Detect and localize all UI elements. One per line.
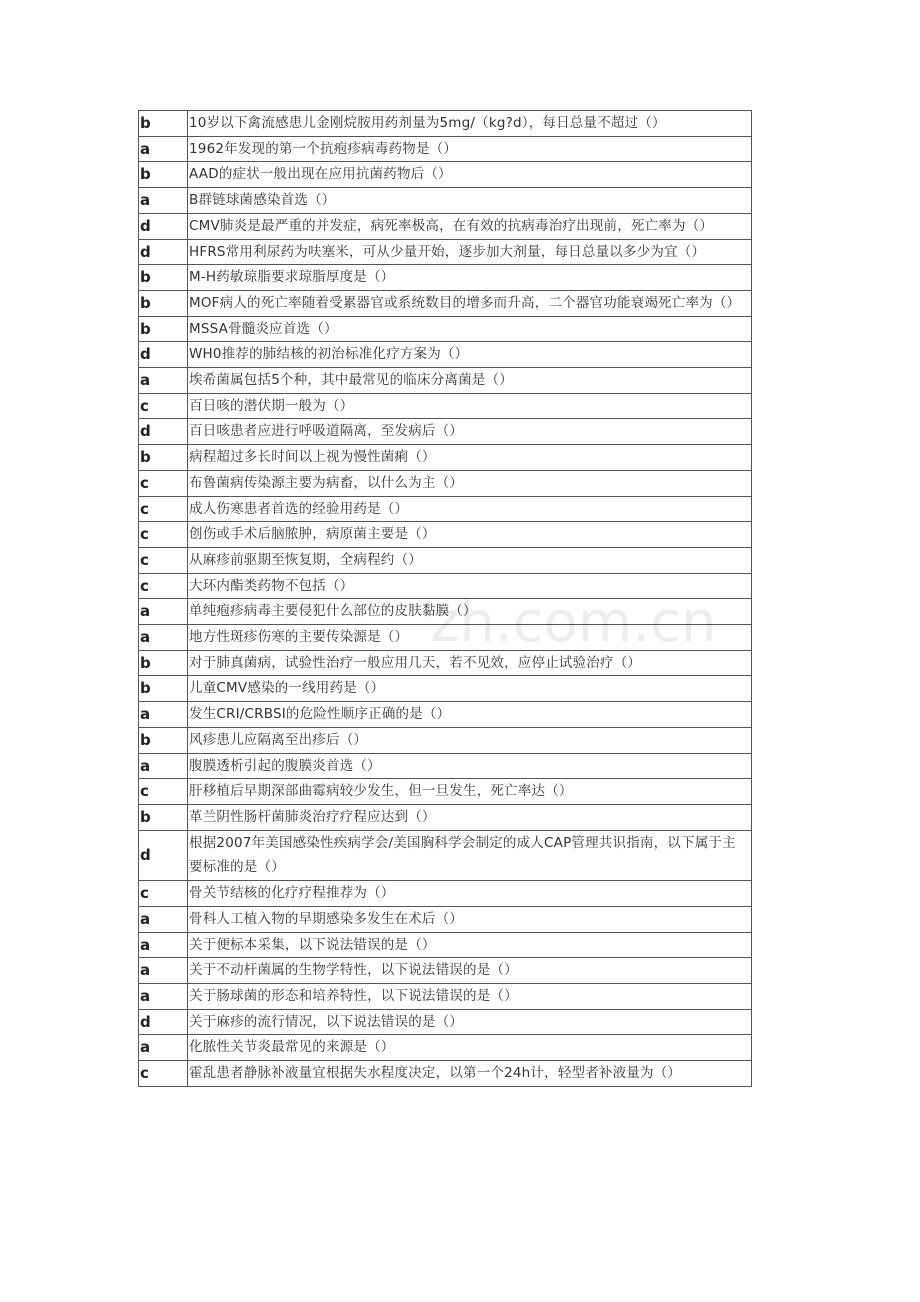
answer-cell: a <box>139 625 188 651</box>
question-cell: 关于不动杆菌属的生物学特性，以下说法错误的是（） <box>188 958 752 984</box>
table-row <box>139 162 752 188</box>
question-cell: 关于麻疹的流行情况，以下说法错误的是（） <box>188 1009 752 1035</box>
question-cell: 革兰阴性肠杆菌肺炎治疗疗程应达到（） <box>188 804 752 830</box>
table-row <box>139 753 752 779</box>
table-row <box>139 779 752 805</box>
answer-cell: a <box>139 188 188 214</box>
table-row <box>139 958 752 984</box>
table-row <box>139 470 752 496</box>
table-row <box>139 650 752 676</box>
question-cell: 化脓性关节炎最常见的来源是（） <box>188 1035 752 1061</box>
question-cell: 骨科人工植入物的早期感染多发生在术后（） <box>188 906 752 932</box>
table-row <box>139 522 752 548</box>
question-cell: 布鲁菌病传染源主要为病畜，以什么为主（） <box>188 470 752 496</box>
answer-cell: d <box>139 342 188 368</box>
question-cell: 从麻疹前驱期至恢复期，全病程约（） <box>188 547 752 573</box>
table-row <box>139 573 752 599</box>
answer-cell: a <box>139 368 188 394</box>
table-row <box>139 906 752 932</box>
question-cell: HFRS常用利尿药为呋塞米，可从少量开始，逐步加大剂量，每日总量以多少为宜（） <box>188 239 752 265</box>
question-cell: AAD的症状一般出现在应用抗菌药物后（） <box>188 162 752 188</box>
answer-cell: b <box>139 290 188 316</box>
table-row <box>139 445 752 471</box>
answer-cell: b <box>139 650 188 676</box>
table-row <box>139 702 752 728</box>
table-row <box>139 625 752 651</box>
answer-cell: c <box>139 522 188 548</box>
answer-cell: c <box>139 881 188 907</box>
table-row <box>139 599 752 625</box>
question-cell: 发生CRI/CRBSI的危险性顺序正确的是（） <box>188 702 752 728</box>
answer-cell: a <box>139 983 188 1009</box>
table-row <box>139 239 752 265</box>
question-cell: B群链球菌感染首选（） <box>188 188 752 214</box>
table-row <box>139 265 752 291</box>
question-cell: 病程超过多长时间以上视为慢性菌痢（） <box>188 445 752 471</box>
answer-cell: b <box>139 111 188 137</box>
answer-cell: a <box>139 1035 188 1061</box>
table-row <box>139 804 752 830</box>
question-cell: 创伤或手术后脑脓肿，病原菌主要是（） <box>188 522 752 548</box>
question-cell: 百日咳的潜伏期一般为（） <box>188 393 752 419</box>
table-row <box>139 1061 752 1087</box>
question-cell: 根据2007年美国感染性疾病学会/美国胸科学会制定的成人CAP管理共识指南，以下属于主要标准的是（） <box>188 830 752 880</box>
table-row <box>139 1009 752 1035</box>
answer-cell: b <box>139 316 188 342</box>
table-row <box>139 316 752 342</box>
question-cell: 儿童CMV感染的一线用药是（） <box>188 676 752 702</box>
question-cell: 风疹患儿应隔离至出疹后（） <box>188 727 752 753</box>
answer-cell: d <box>139 239 188 265</box>
table-row <box>139 676 752 702</box>
answer-cell: c <box>139 470 188 496</box>
answer-table-body <box>139 111 752 1087</box>
question-cell: 关于便标本采集，以下说法错误的是（） <box>188 932 752 958</box>
answer-cell: a <box>139 136 188 162</box>
question-cell: 骨关节结核的化疗疗程推荐为（） <box>188 881 752 907</box>
question-cell: 地方性斑疹伤寒的主要传染源是（） <box>188 625 752 651</box>
table-row <box>139 881 752 907</box>
question-cell: CMV肺炎是最严重的并发症，病死率极高，在有效的抗病毒治疗出现前，死亡率为（） <box>188 213 752 239</box>
table-row <box>139 727 752 753</box>
table-row <box>139 368 752 394</box>
answer-cell: c <box>139 779 188 805</box>
table-row <box>139 1035 752 1061</box>
question-cell: MSSA骨髓炎应首选（） <box>188 316 752 342</box>
table-row <box>139 419 752 445</box>
table-row <box>139 213 752 239</box>
table-row <box>139 983 752 1009</box>
table-row <box>139 342 752 368</box>
answer-cell: b <box>139 804 188 830</box>
answer-cell: c <box>139 573 188 599</box>
question-cell: 1962年发现的第一个抗疱疹病毒药物是（） <box>188 136 752 162</box>
table-row <box>139 547 752 573</box>
question-cell: 对于肺真菌病，试验性治疗一般应用几天，若不见效，应停止试验治疗（） <box>188 650 752 676</box>
question-cell: 腹膜透析引起的腹膜炎首选（） <box>188 753 752 779</box>
question-cell: 大环内酯类药物不包括（） <box>188 573 752 599</box>
question-cell: 单纯疱疹病毒主要侵犯什么部位的皮肤黏膜（） <box>188 599 752 625</box>
question-cell: 肝移植后早期深部曲霉病较少发生，但一旦发生，死亡率达（） <box>188 779 752 805</box>
question-cell: 霍乱患者静脉补液量宜根据失水程度决定，以第一个24h计，轻型者补液量为（） <box>188 1061 752 1087</box>
question-cell: 百日咳患者应进行呼吸道隔离，至发病后（） <box>188 419 752 445</box>
answer-cell: d <box>139 830 188 880</box>
answer-cell: b <box>139 265 188 291</box>
table-row <box>139 830 752 880</box>
answer-cell: d <box>139 419 188 445</box>
answer-cell: d <box>139 213 188 239</box>
answer-cell: a <box>139 599 188 625</box>
table-row <box>139 290 752 316</box>
answer-cell: a <box>139 958 188 984</box>
answer-cell: c <box>139 547 188 573</box>
table-row <box>139 496 752 522</box>
watermark: zh.com.cn <box>430 590 717 655</box>
document-page <box>138 110 751 1087</box>
question-cell: MOF病人的死亡率随着受累器官或系统数目的增多而升高，二个器官功能衰竭死亡率为（） <box>188 290 752 316</box>
question-cell: WH0推荐的肺结核的初治标准化疗方案为（） <box>188 342 752 368</box>
answer-cell: c <box>139 496 188 522</box>
answer-table <box>138 110 752 1087</box>
question-cell: M-H药敏琼脂要求琼脂厚度是（） <box>188 265 752 291</box>
answer-cell: d <box>139 1009 188 1035</box>
question-cell: 成人伤寒患者首选的经验用药是（） <box>188 496 752 522</box>
answer-cell: a <box>139 753 188 779</box>
table-row <box>139 136 752 162</box>
answer-cell: a <box>139 906 188 932</box>
answer-cell: b <box>139 445 188 471</box>
answer-cell: b <box>139 162 188 188</box>
table-row <box>139 188 752 214</box>
answer-cell: a <box>139 702 188 728</box>
answer-cell: a <box>139 932 188 958</box>
question-cell: 10岁以下禽流感患儿金刚烷胺用药剂量为5mg/（kg?d），每日总量不超过（） <box>188 111 752 137</box>
question-cell: 埃希菌属包括5个种，其中最常见的临床分离菌是（） <box>188 368 752 394</box>
table-row <box>139 111 752 137</box>
table-row <box>139 932 752 958</box>
question-cell: 关于肠球菌的形态和培养特性，以下说法错误的是（） <box>188 983 752 1009</box>
table-row <box>139 393 752 419</box>
answer-cell: b <box>139 676 188 702</box>
answer-cell: c <box>139 393 188 419</box>
answer-cell: b <box>139 727 188 753</box>
answer-cell: c <box>139 1061 188 1087</box>
